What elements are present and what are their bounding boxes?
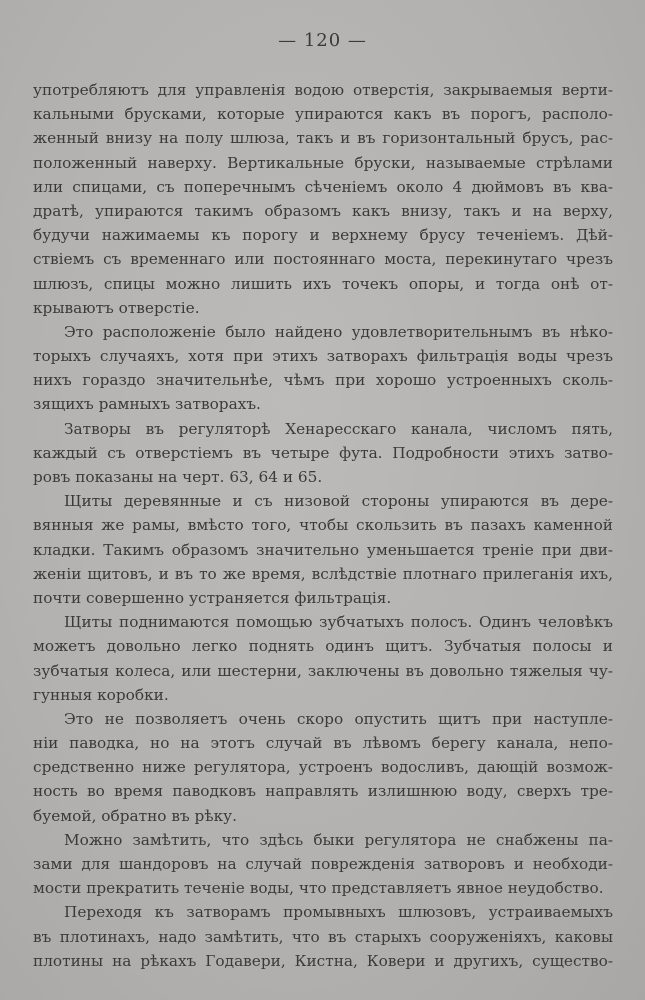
text-line: кладки. Такимъ образомъ значительно уменьшается треніе при дви-: [33, 540, 613, 559]
body-text: [33, 78, 613, 973]
text-line: крываютъ отверстіе.: [33, 298, 200, 317]
text-line: Это расположеніе было найдено удовлетворительнымъ въ нѣко-: [64, 322, 613, 341]
paragraph: [33, 900, 613, 973]
text-line: ность во время паводковъ направлять излишнюю воду, сверхъ тре-: [33, 782, 613, 801]
text-line: вянныя же рамы, вмѣсто того, чтобы скользить въ пазахъ каменной: [33, 516, 613, 535]
text-line: Затворы въ регуляторѣ Хенаресскаго канала, числомъ пять,: [64, 419, 613, 438]
text-line: ніи паводка, но на этотъ случай въ лѣвомъ берегу канала, непо-: [33, 734, 613, 753]
text-line: или спицами, съ поперечнымъ сѣченіемъ около 4 дюймовъ въ ква-: [33, 177, 613, 196]
text-line: нихъ гораздо значительнѣе, чѣмъ при хорошо устроенныхъ сколь-: [33, 371, 613, 390]
text-line: можетъ довольно легко поднять одинъ щитъ. Зубчатыя полосы и: [33, 637, 613, 656]
text-line: торыхъ случаяхъ, хотя при этихъ затворахъ фильтрація воды чрезъ: [33, 347, 613, 366]
text-line: шлюзъ, спицы можно лишить ихъ точекъ опоры, и тогда онѣ от-: [33, 274, 613, 293]
text-line: будучи нажимаемы къ порогу и верхнему брусу теченіемъ. Дѣй-: [33, 226, 613, 245]
text-line: женіи щитовъ, и въ то же время, вслѣдствіе плотнаго прилеганія ихъ,: [33, 564, 613, 583]
text-line: въ плотинахъ, надо замѣтить, что въ старыхъ сооруженіяхъ, каковы: [33, 927, 613, 946]
text-line: зящихъ рамныхъ затворахъ.: [33, 395, 261, 414]
text-line: Переходя къ затворамъ промывныхъ шлюзовъ, устраиваемыхъ: [64, 903, 613, 922]
text-line: дратѣ, упираются такимъ образомъ какъ внизу, такъ и на верху,: [33, 201, 613, 220]
paragraph: [33, 489, 613, 610]
text-line: ровъ показаны на черт. 63, 64 и 65.: [33, 468, 323, 486]
text-line: плотины на рѣкахъ Годавери, Кистна, Ковери и другихъ, существо-: [33, 951, 613, 970]
text-line: положенный наверху. Вертикальные бруски, называемые стрѣлами: [33, 153, 613, 172]
text-line: кальными брусками, которые упираются какъ въ порогъ, располо-: [33, 105, 613, 124]
page-number: — 120 —: [278, 30, 367, 51]
text-line: Щиты деревянные и съ низовой стороны упираются въ дере-: [64, 492, 613, 511]
paragraph: [33, 78, 613, 320]
paragraph: [33, 610, 613, 707]
text-line: зами для шандоровъ на случай поврежденія затворовъ и необходи-: [33, 855, 613, 873]
text-line: мости прекратить теченіе воды, что представляетъ явное неудобство.: [33, 879, 604, 898]
text-line: почти совершенно устраняется фильтрація.: [33, 588, 392, 607]
text-line: Это не позволяетъ очень скоро опустить щитъ при наступле-: [64, 709, 613, 728]
text-line: гунныя коробки.: [33, 685, 169, 704]
paragraph: [33, 320, 613, 417]
paragraph: [33, 417, 613, 490]
text-line: каждый съ отверстіемъ въ четыре фута. Подробности этихъ затво-: [33, 443, 613, 462]
text-line: ствіемъ съ временнаго или постояннаго моста, перекинутаго чрезъ: [33, 250, 613, 269]
paragraph: [33, 828, 613, 901]
text-line: Щиты поднимаются помощью зубчатыхъ полосъ. Одинъ человѣкъ: [64, 613, 613, 632]
text-line: буемой, обратно въ рѣку.: [33, 806, 237, 825]
text-line: употребляютъ для управленія водою отверстія, закрываемыя верти-: [33, 81, 613, 99]
paragraph: [33, 707, 613, 828]
text-line: Можно замѣтить, что здѣсь быки регулятора не снабжены па-: [64, 830, 613, 849]
text-line: зубчатыя колеса, или шестерни, заключены въ довольно тяжелыя чу-: [33, 661, 613, 680]
text-line: женный внизу на полу шлюза, такъ и въ горизонтальный брусъ, рас-: [33, 129, 613, 148]
text-line: средственно ниже регулятора, устроенъ водосливъ, дающій возмож-: [33, 758, 613, 777]
